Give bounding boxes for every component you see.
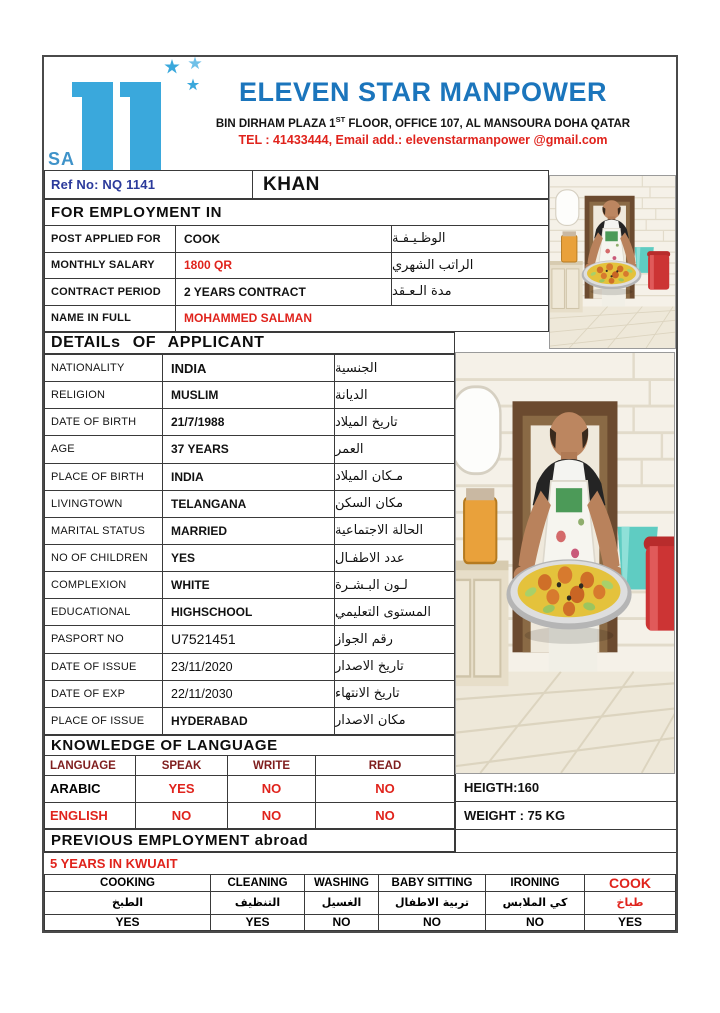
- field-label: PASPORT NO: [45, 626, 163, 652]
- field-label-arabic: مكان السكن: [335, 496, 404, 512]
- field-label: DATE OF BIRTH: [45, 409, 163, 435]
- table-row: [45, 253, 548, 280]
- field-label: RELIGION: [45, 382, 163, 408]
- skill-header: COOKING: [45, 875, 211, 891]
- cv-document: [42, 55, 678, 933]
- language-name: ENGLISH: [45, 803, 136, 829]
- field-label: LIVINGTOWN: [45, 491, 163, 517]
- field-value: 1800 QR: [176, 253, 392, 279]
- table-row-arabic: [45, 892, 675, 915]
- surname: KHAN: [263, 173, 320, 195]
- table-row: [45, 803, 454, 829]
- field-label-arabic: لـون البـشـرة: [335, 577, 408, 593]
- skill-label-arabic: الغسيل: [305, 892, 379, 914]
- table-row: [45, 654, 454, 681]
- field-value: TELANGANA: [163, 491, 335, 517]
- section-title-employment: FOR EMPLOYMENT IN: [44, 199, 549, 226]
- field-label-arabic: العمر: [335, 441, 364, 457]
- table-row: [45, 545, 454, 572]
- field-value: YES: [163, 545, 335, 571]
- field-label-arabic: الجنسية: [335, 360, 378, 376]
- field-value: COOK: [176, 226, 392, 252]
- company-contact: TEL : 41433444, Email add.: elevenstarmanpower @gmail.com: [238, 132, 608, 147]
- skill-value: YES: [211, 915, 305, 930]
- table-row: [45, 355, 454, 382]
- field-label-arabic: تاريخ الاصدار: [335, 659, 404, 675]
- language-table: [44, 755, 455, 829]
- field-label: POST APPLIED FOR: [45, 226, 176, 252]
- skill-header: COOK: [609, 875, 651, 891]
- skills-table: [44, 874, 676, 931]
- table-row: [45, 464, 454, 491]
- field-value: 37 YEARS: [163, 436, 335, 462]
- field-value: MARRIED: [163, 518, 335, 544]
- field-value: WHITE: [163, 572, 335, 598]
- skill-value: NO: [379, 915, 486, 930]
- previous-employment-note: 5 YEARS IN KWUAIT: [44, 852, 676, 874]
- field-label: AGE: [45, 436, 163, 462]
- column-header: WRITE: [228, 756, 316, 775]
- skill-value: NO: [305, 915, 379, 930]
- skill-label-arabic: التنظيف: [211, 892, 305, 914]
- language-write: NO: [228, 803, 316, 829]
- table-row: [45, 226, 548, 253]
- empty-cell: [455, 829, 676, 852]
- field-value: 21/7/1988: [163, 409, 335, 435]
- skill-header: WASHING: [305, 875, 379, 891]
- field-label: DATE OF EXP: [45, 681, 163, 707]
- applicant-photo-small: [549, 175, 676, 349]
- skill-value: YES: [45, 915, 211, 930]
- skill-header: IRONING: [486, 875, 585, 891]
- section-title-language: KNOWLEDGE OF LANGUAGE: [44, 735, 455, 756]
- section-title-previous-employment: PREVIOUS EMPLOYMENT abroad: [44, 829, 455, 852]
- table-row: [45, 279, 548, 306]
- skill-value: YES: [617, 915, 642, 930]
- field-label: NO OF CHILDREN: [45, 545, 163, 571]
- field-label-arabic: الوظـيـفـة: [392, 231, 446, 247]
- field-label-arabic: الديانة: [335, 387, 368, 403]
- field-value: MOHAMMED SALMAN: [184, 311, 312, 326]
- skill-value: NO: [486, 915, 585, 930]
- height-value: HEIGTH:160: [455, 774, 676, 802]
- field-value: INDIA: [163, 464, 335, 490]
- details-table: [44, 354, 455, 735]
- field-value: INDIA: [163, 355, 335, 381]
- field-label: MARITAL STATUS: [45, 518, 163, 544]
- field-label: PLACE OF BIRTH: [45, 464, 163, 490]
- language-read: NO: [375, 781, 395, 797]
- table-row: [45, 382, 454, 409]
- field-value: 23/11/2020: [163, 654, 335, 680]
- field-label-arabic: رقم الجواز: [335, 631, 393, 647]
- table-header-row: [45, 756, 454, 776]
- company-address: BIN DIRHAM PLAZA 1ST FLOOR, OFFICE 107, AL MANSOURA DOHA QATAR: [215, 115, 631, 130]
- field-label-arabic: مدة الـعـقد: [392, 284, 452, 300]
- table-header-row: [45, 875, 675, 892]
- column-header: SPEAK: [136, 756, 228, 775]
- table-row: [45, 776, 454, 803]
- field-label-arabic: مـكان الميلاد: [335, 469, 404, 485]
- company-header: [44, 57, 676, 170]
- field-label: COMPLEXION: [45, 572, 163, 598]
- section-title-details: DETAILs OF APPLICANT: [44, 332, 455, 354]
- language-speak: NO: [136, 803, 228, 829]
- table-row: [45, 518, 454, 545]
- applicant-photo-large: [455, 352, 675, 774]
- language-name: ARABIC: [45, 776, 136, 802]
- field-label-arabic: المستوى التعليمي: [335, 604, 431, 620]
- field-value: 2 YEARS CONTRACT: [176, 279, 392, 305]
- field-label-arabic: تاريخ الانتهاء: [335, 686, 400, 702]
- field-label-arabic: تاريخ الميلاد: [335, 414, 398, 430]
- column-header: LANGUAGE: [45, 756, 136, 775]
- field-value: HYDERABAD: [163, 708, 335, 734]
- column-header: READ: [368, 759, 402, 772]
- skill-label-arabic: كي الملابس: [486, 892, 585, 914]
- table-row: [45, 599, 454, 626]
- logo-sa-text: SA: [48, 149, 76, 169]
- table-row-values: [45, 915, 675, 930]
- field-value: 22/11/2030: [163, 681, 335, 707]
- language-speak: YES: [136, 776, 228, 802]
- skill-label-arabic: الطبخ: [45, 892, 211, 914]
- table-row: [45, 306, 548, 332]
- field-label-arabic: مكان الاصدار: [335, 713, 406, 729]
- skill-label-arabic: تربية الاطفال: [379, 892, 486, 914]
- table-row: [45, 626, 454, 653]
- weight-value: WEIGHT : 75 KG: [455, 802, 676, 829]
- skill-header: CLEANING: [211, 875, 305, 891]
- language-write: NO: [228, 776, 316, 802]
- field-label: PLACE OF ISSUE: [45, 708, 163, 734]
- skill-header: BABY SITTING: [379, 875, 486, 891]
- field-label: NAME IN FULL: [45, 306, 176, 332]
- table-row: [45, 681, 454, 708]
- company-name: ELEVEN STAR MANPOWER: [238, 77, 607, 107]
- field-label: DATE OF ISSUE: [45, 654, 163, 680]
- table-row: [45, 708, 454, 734]
- skill-label-arabic: طباخ: [616, 896, 644, 910]
- field-label-arabic: عدد الاطفـال: [335, 550, 405, 566]
- field-label: CONTRACT PERIOD: [45, 279, 176, 305]
- table-row: [45, 491, 454, 518]
- employment-table: [44, 225, 549, 332]
- field-value: U7521451: [163, 626, 335, 652]
- body-measurements: [455, 774, 676, 829]
- table-row: [45, 436, 454, 463]
- field-label-arabic: الحالة الاجتماعية: [335, 523, 424, 539]
- field-label: NATIONALITY: [45, 355, 163, 381]
- table-row: [45, 572, 454, 599]
- field-label: MONTHLY SALARY: [45, 253, 176, 279]
- table-row: [45, 409, 454, 436]
- field-label-arabic: الراتب الشهري: [392, 257, 474, 273]
- ref-row: [44, 170, 549, 199]
- language-read: NO: [375, 807, 395, 823]
- field-label: EDUCATIONAL: [45, 599, 163, 625]
- ref-number: Ref No: NQ 1141: [45, 171, 253, 198]
- field-value: HIGHSCHOOL: [163, 599, 335, 625]
- field-value: MUSLIM: [163, 382, 335, 408]
